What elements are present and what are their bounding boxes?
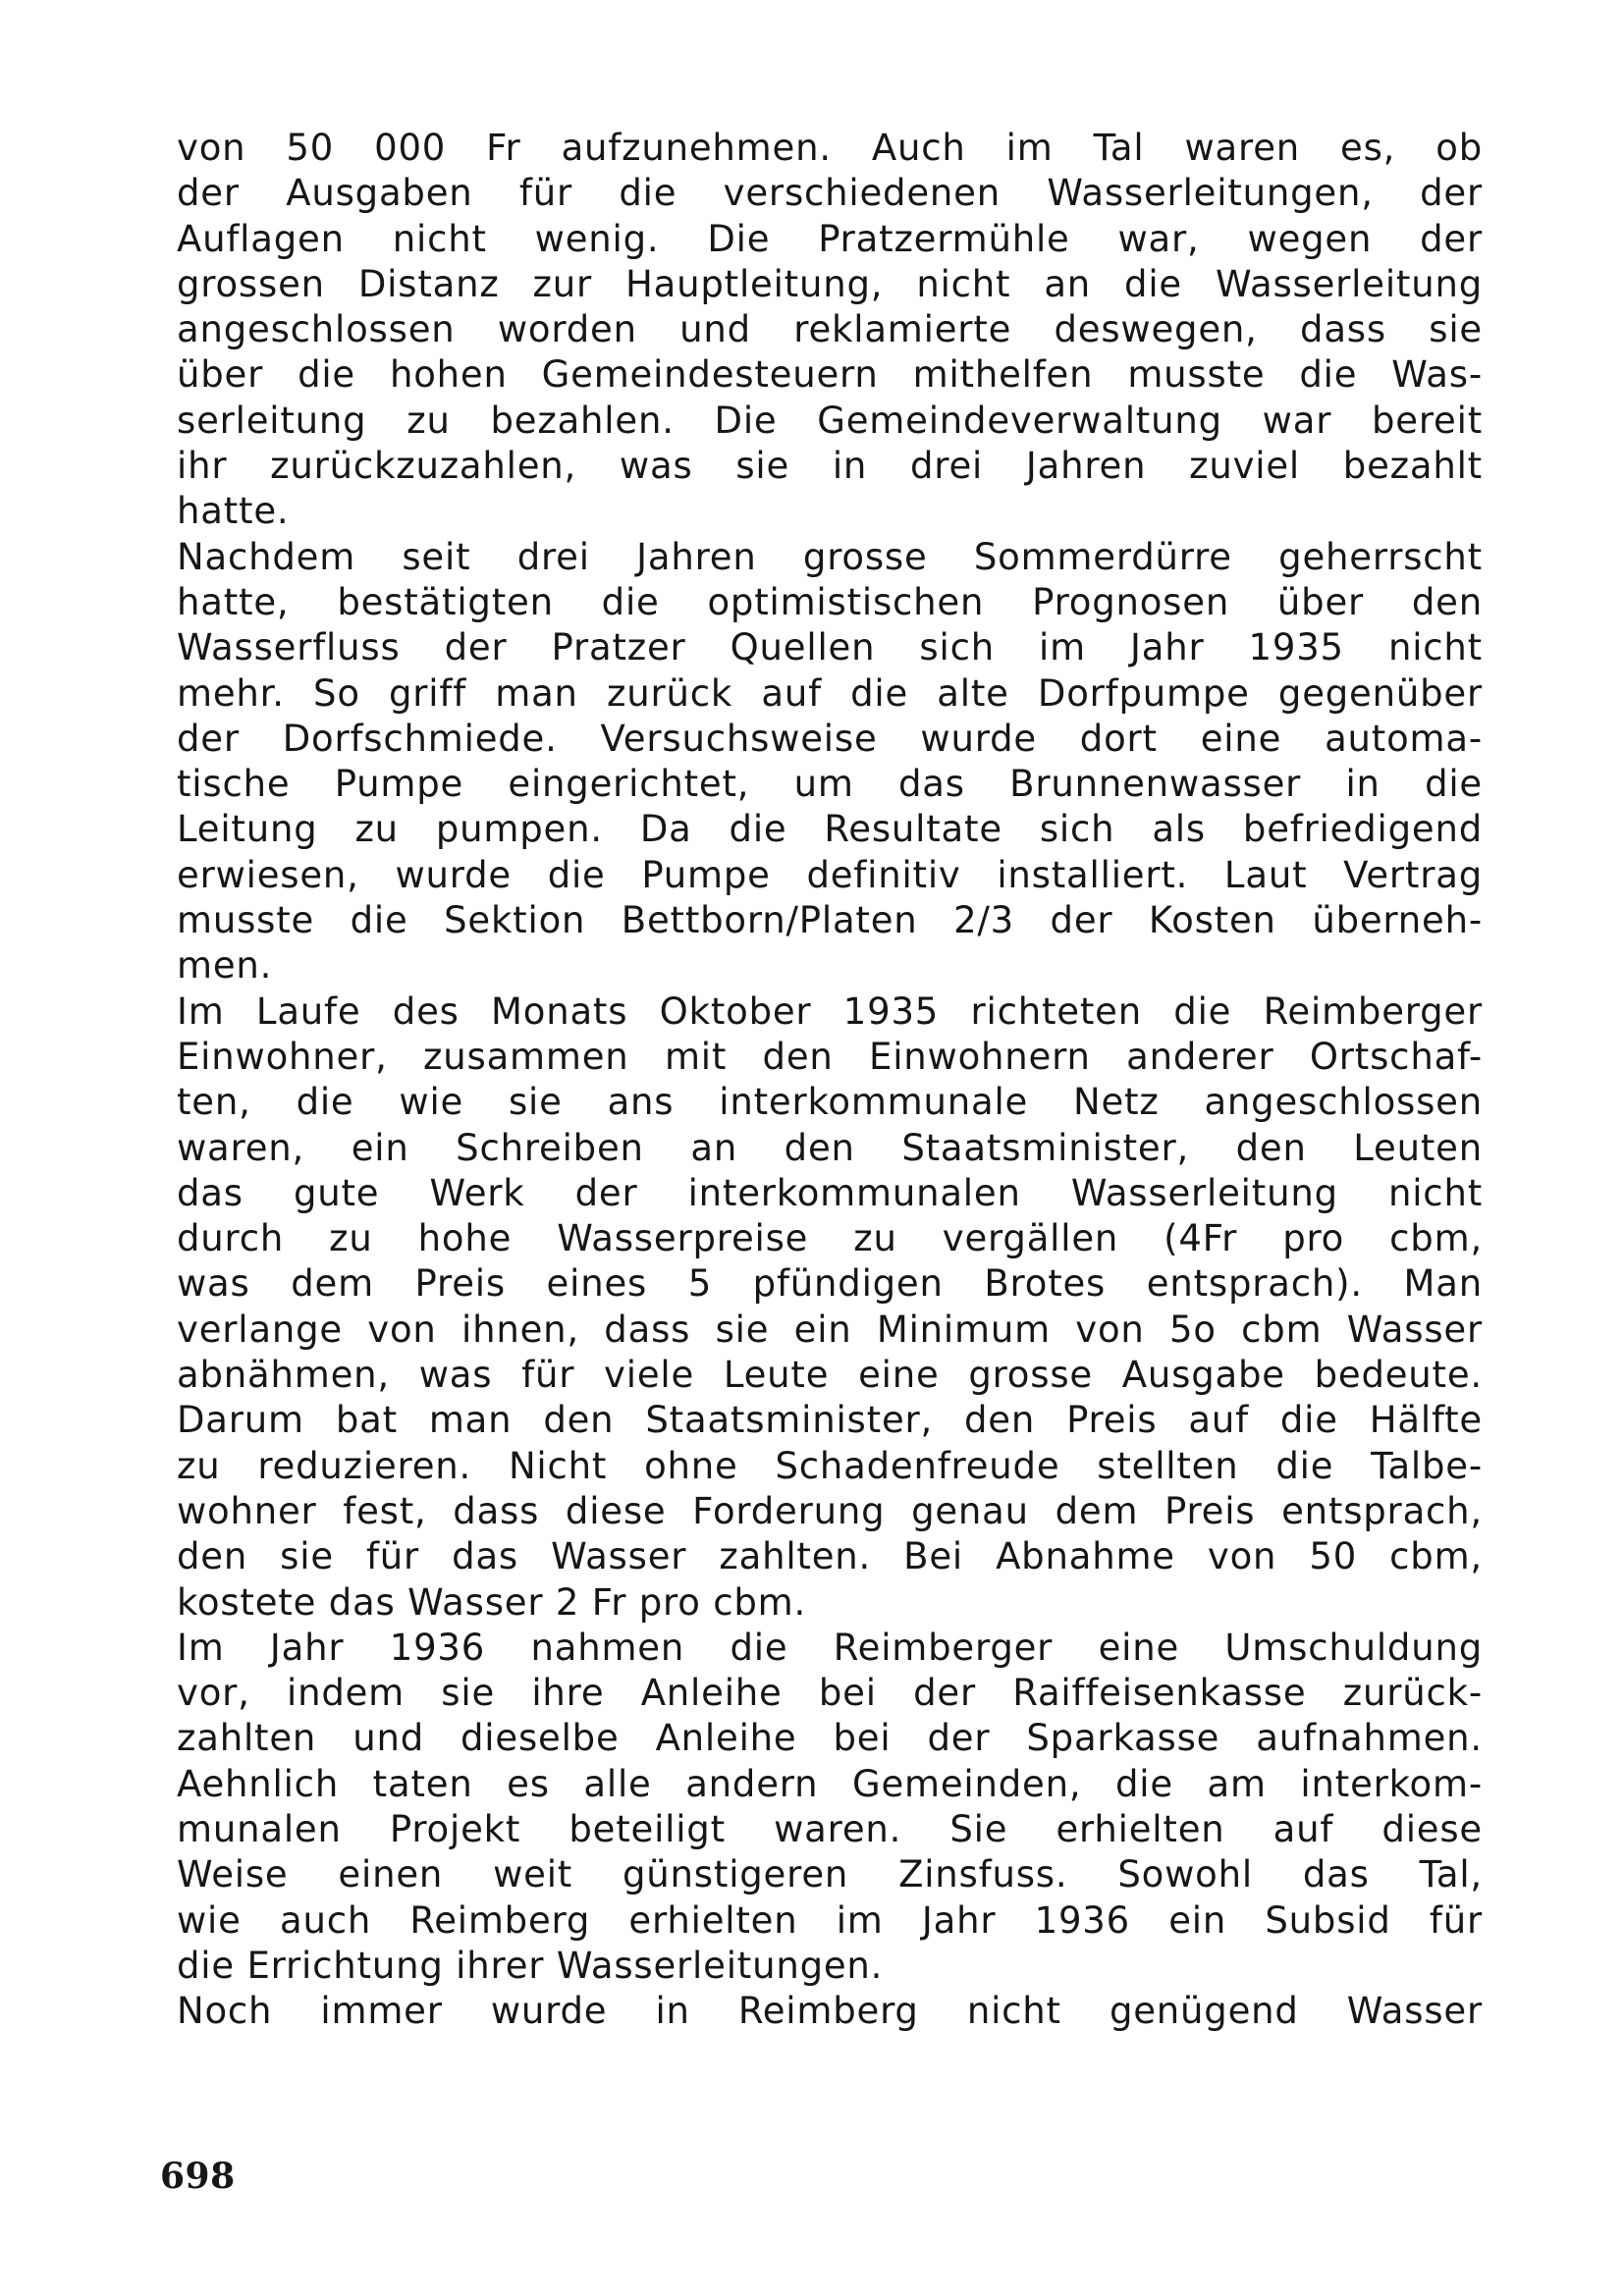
text-line: zahlten und dieselbe Anleihe bei der Sparkasse aufnahmen. (177, 1717, 1483, 1760)
text-line: verlange von ihnen, dass sie ein Minimum von 5o cbm Wasser (177, 1308, 1483, 1351)
text-line: was dem Preis eines 5 pfündigen Brotes entsprach). Man (177, 1262, 1483, 1306)
text-line: munalen Projekt beteiligt waren. Sie erhielten auf diese (177, 1807, 1483, 1850)
text-line: abnähmen, was für viele Leute eine grosse Ausgabe bedeute. (177, 1354, 1483, 1397)
text-line: von 50 000 Fr aufzunehmen. Auch im Tal waren es, ob (177, 127, 1483, 169)
text-line: das gute Werk der interkommunalen Wasserleitung nicht (177, 1171, 1483, 1214)
text-line: musste die Sektion Bettborn/Platen 2/3 der Kosten überneh- (177, 899, 1483, 942)
text-line: vor, indem sie ihre Anleihe bei der Raiffeisenkasse zurück- (177, 1672, 1483, 1715)
text-line: kostete das Wasser 2 Fr pro cbm. (177, 1580, 807, 1624)
text-line: mehr. So griff man zurück auf die alte Dorfpumpe gegenüber (177, 671, 1483, 715)
text-line: der Dorfschmiede. Versuchsweise wurde dort eine automa- (177, 717, 1483, 760)
text-line: Im Jahr 1936 nahmen die Reimberger eine Umschuldung (177, 1626, 1483, 1669)
text-line: Aehnlich taten es alle andern Gemeinden, die am interkom- (177, 1762, 1483, 1805)
text-line: Im Laufe des Monats Oktober 1935 richteten die Reimberger (177, 989, 1483, 1033)
body-text (177, 126, 1483, 2034)
text-line: wohner fest, dass diese Forderung genau dem Preis entsprach, (177, 1489, 1483, 1532)
text-line: zu reduzieren. Nicht ohne Schadenfreude stellten die Talbe- (177, 1444, 1483, 1487)
text-line: grossen Distanz zur Hauptleitung, nicht an die Wasserleitung (177, 262, 1483, 305)
page-number: 698 (160, 2156, 236, 2197)
text-line: Weise einen weit günstigeren Zinsfuss. Sowohl das Tal, (177, 1853, 1483, 1896)
text-line: den sie für das Wasser zahlten. Bei Abnahme von 50 cbm, (177, 1535, 1483, 1578)
text-line: men. (177, 944, 273, 988)
text-line: waren, ein Schreiben an den Staatsminister, den Leuten (177, 1126, 1483, 1169)
text-line: erwiesen, wurde die Pumpe definitiv installiert. Laut Vertrag (177, 853, 1483, 896)
text-line: Leitung zu pumpen. Da die Resultate sich als befriedigend (177, 808, 1483, 851)
text-line: Wasserfluss der Pratzer Quellen sich im Jahr 1935 nicht (177, 626, 1483, 669)
text-line: hatte, bestätigten die optimistischen Prognosen über den (177, 580, 1483, 623)
text-line: Einwohner, zusammen mit den Einwohnern anderer Ortschaf- (177, 1035, 1483, 1078)
text-line: serleitung zu bezahlen. Die Gemeindeverwaltung war bereit (177, 399, 1483, 442)
text-line: ihr zurückzuzahlen, was sie in drei Jahren zuviel bezahlt (177, 445, 1483, 488)
text-line: durch zu hohe Wasserpreise zu vergällen (4Fr pro cbm, (177, 1217, 1483, 1260)
text-line: angeschlossen worden und reklamierte deswegen, dass sie (177, 308, 1483, 351)
text-line: hatte. (177, 490, 290, 533)
text-line: tische Pumpe eingerichtet, um das Brunnenwasser in die (177, 763, 1483, 806)
text-line: Darum bat man den Staatsminister, den Preis auf die Hälfte (177, 1399, 1483, 1442)
text-line: der Ausgaben für die verschiedenen Wasserleitungen, der (177, 172, 1483, 215)
text-line: ten, die wie sie ans interkommunale Netz angeschlossen (177, 1081, 1483, 1124)
text-line: die Errichtung ihrer Wasserleitungen. (177, 1944, 884, 1987)
text-line: Nachdem seit drei Jahren grosse Sommerdürre geherrscht (177, 535, 1483, 578)
text-line: über die hohen Gemeindesteuern mithelfen musste die Was- (177, 353, 1483, 397)
text-line: Auflagen nicht wenig. Die Pratzermühle war, wegen der (177, 217, 1483, 260)
text-line: Noch immer wurde in Reimberg nicht genügend Wasser (177, 1990, 1483, 2033)
text-line: wie auch Reimberg erhielten im Jahr 1936 ein Subsid für (177, 1898, 1483, 1942)
